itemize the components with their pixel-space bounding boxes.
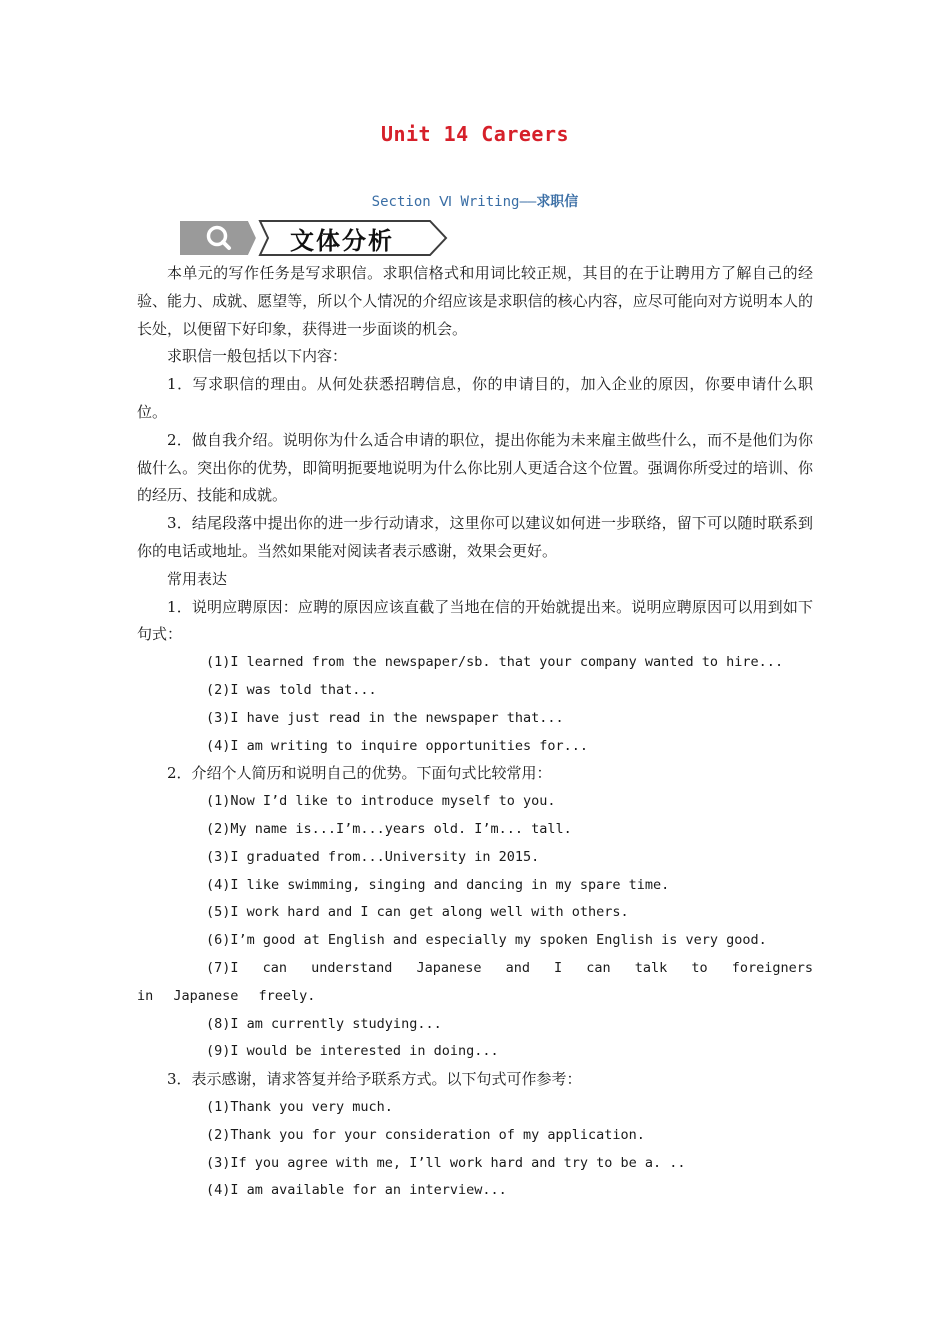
example-sentence: (4)I am writing to inquire opportunities for... [206, 737, 589, 754]
banner-label: 文体分析 [290, 227, 394, 255]
example-sentence: (2)Thank you for your consideration of my application. [206, 1126, 645, 1143]
example-sentence: (2)My name is...I’m...years old. I’m... tall. [206, 820, 572, 837]
example-sentence: (1)Now I’d like to introduce myself to you. [206, 793, 556, 810]
example-sentence: (6)I’m good at English and especially my spoken English is very good. [206, 932, 767, 949]
intro-paragraph-1: 本单元的写作任务是写求职信。求职信格式和用词比较正规，其目的在于让聘用方了解自己的经验、能力、成就、愿望等，所以个人情况的介绍应该是求职信的核心内容，应尽可能向对方说明本人的长处，以便留下好印象，获得进一步面谈的机会。 [137, 264, 813, 338]
group-3-intro: 3．表示感谢，请求答复并给予联系方式。以下句式可作参考： [167, 1070, 582, 1089]
example-sentence: (3)I graduated from...University in 2015. [206, 848, 540, 865]
group-2-intro: 2．介绍个人简历和说明自己的优势。下面句式比较常用： [167, 764, 552, 783]
unit-title: Unit 14 Careers [380, 122, 570, 146]
document-body [137, 260, 813, 1205]
example-sentence: (1)Thank you very much. [206, 1098, 393, 1115]
example-sentence: (1)I learned from the newspaper/sb. that your company wanted to hire... [206, 654, 784, 671]
example-sentence: (5)I work hard and I can get along well with others. [206, 904, 629, 921]
intro-paragraph-2: 求职信一般包括以下内容： [167, 347, 348, 366]
intro-point-1: 1．写求职信的理由。从何处获悉招聘信息，你的申请目的，加入企业的原因，你要申请什么职位。 [137, 375, 813, 421]
example-sentence: (7)I can understand Japanese and I can talk to foreigners in Japanese freely. [137, 959, 813, 1004]
section-label: Section Ⅵ Writing—— [371, 194, 537, 210]
example-sentence: (4)I am available for an interview... [206, 1182, 507, 1199]
example-sentence: (4)I like swimming, singing and dancing in my spare time. [206, 876, 670, 893]
example-sentence: (8)I am currently studying... [206, 1015, 442, 1032]
intro-point-2: 2．做自我介绍。说明你为什么适合申请的职位，提出你能为未来雇主做些什么，而不是他们为你做什么。突出你的优势，即简明扼要地说明为什么你比别人更适合这个位置。强调你所受过的培训、你的经历、技能和成就。 [137, 430, 813, 505]
example-sentence: (9)I would be interested in doing... [206, 1043, 499, 1060]
expressions-heading: 常用表达 [167, 569, 228, 588]
intro-point-3: 3．结尾段落中提出你的进一步行动请求，这里你可以建议如何进一步联络，留下可以随时联系到你的电话或地址。当然如果能对阅读者表示感谢，效果会更好。 [137, 514, 813, 560]
example-sentence: (2)I was told that... [206, 681, 377, 698]
example-sentence: (3)I have just read in the newspaper that... [206, 709, 564, 726]
section-topic: 求职信 [536, 194, 579, 210]
example-sentence: (3)If you agree with me, I’ll work hard and try to be a. .. [206, 1154, 686, 1171]
group-1-intro: 1．说明应聘原因：应聘的原因应该直截了当地在信的开始就提出来。说明应聘原因可以用到如下句式： [137, 597, 813, 644]
section-title [0, 191, 950, 211]
